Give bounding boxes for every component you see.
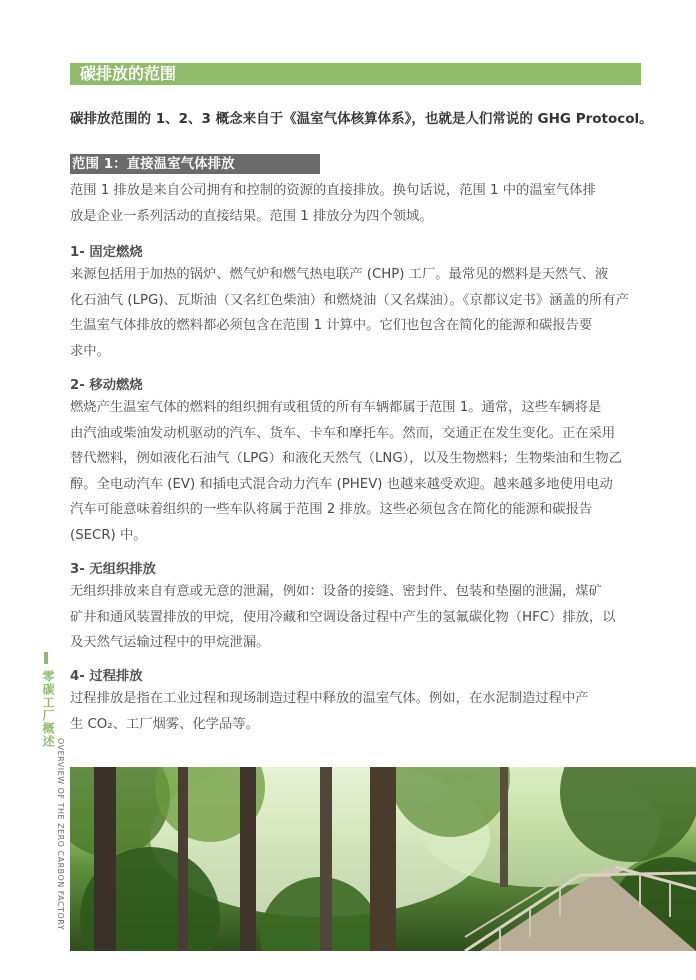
text-line: 醇。全电动汽车 (EV) 和插电式混合动力汽车 (PHEV) 也越来越受欢迎。越来越多地使用电动 [70,476,613,492]
text-line: (SECR) 中。 [70,527,147,543]
forest-illustration [70,767,696,951]
text-line: 化石油气 (LPG)、瓦斯油（又名红色柴油）和燃烧油（又名煤油）。《京都议定书》涵盖的所有产 [70,292,629,308]
text-line: 无组织排放来自有意或无意的泄漏，例如：设备的接缝、密封件、包装和垫圈的泄漏，煤矿 [70,584,602,599]
side-accent-mark [44,652,48,664]
intro-paragraph: 碳排放范围的 1、2、3 概念来自于《温室气体核算体系》，也就是人们常说的 GHG Protocol。 [70,111,653,127]
section-title: 碳排放的范围 [70,63,641,85]
item-body-stationary-combustion [70,262,642,364]
text-line: 来源包括用于加热的锅炉、燃气炉和燃气热电联产 (CHP) 工厂。最常见的燃料是天然气、液 [70,267,609,282]
text-line: 范围 1 排放是来自公司拥有和控制的资源的直接排放。换句话说，范围 1 中的温室气体排 [70,183,596,198]
item-body-fugitive-emissions [70,579,642,656]
side-chapter-subtitle: OVERVIEW OF THE ZERO CARBON FACTORY [56,738,65,931]
item-heading-fugitive-emissions: 3- 无组织排放 [70,562,156,577]
item-heading-mobile-combustion: 2- 移动燃烧 [70,378,143,393]
item-body-process-emissions [70,686,642,737]
text-line: 生温室气体排放的燃料都必须包含在范围 1 计算中。它们也包含在简化的能源和碳报告要 [70,318,593,333]
text-line: 求中。 [70,343,110,359]
side-chapter-title: 零碳工厂概述 [41,670,55,748]
text-line: 燃烧产生温室气体的燃料的组织拥有或租赁的所有车辆都属于范围 1。通常，这些车辆将是 [70,400,602,415]
forest-boardwalk-photo [70,767,696,951]
text-line: 由汽油或柴油发动机驱动的汽车、货车、卡车和摩托车。然而，交通正在发生变化。正在采用 [70,425,616,441]
text-line: 矿井和通风装置排放的甲烷，使用冷藏和空调设备过程中产生的氢氟碳化物（HFC）排放，以 [70,609,616,625]
text-line: 放是企业一系列活动的直接结果。范围 1 排放分为四个领域。 [70,208,433,224]
item-heading-process-emissions: 4- 过程排放 [70,669,143,684]
scope1-description [70,178,642,229]
item-heading-stationary-combustion: 1- 固定燃烧 [70,245,143,260]
text-line: 替代燃料，例如液化石油气（LPG）和液化天然气（LNG），以及生物燃料；生物柴油和生物乙 [70,451,623,466]
text-line: 及天然气运输过程中的甲烷泄漏。 [70,635,270,650]
text-line: 汽车可能意味着组织的一些车队将属于范围 2 排放。这些必须包含在简化的能源和碳报告 [70,502,593,517]
text-line: 过程排放是指在工业过程和现场制造过程中释放的温室气体。例如，在水泥制造过程中产 [70,691,589,706]
scope1-heading: 范围 1：直接温室气体排放 [70,154,320,174]
text-line: 生 CO₂、工厂烟雾、化学品等。 [70,716,259,732]
item-body-mobile-combustion [70,395,642,548]
